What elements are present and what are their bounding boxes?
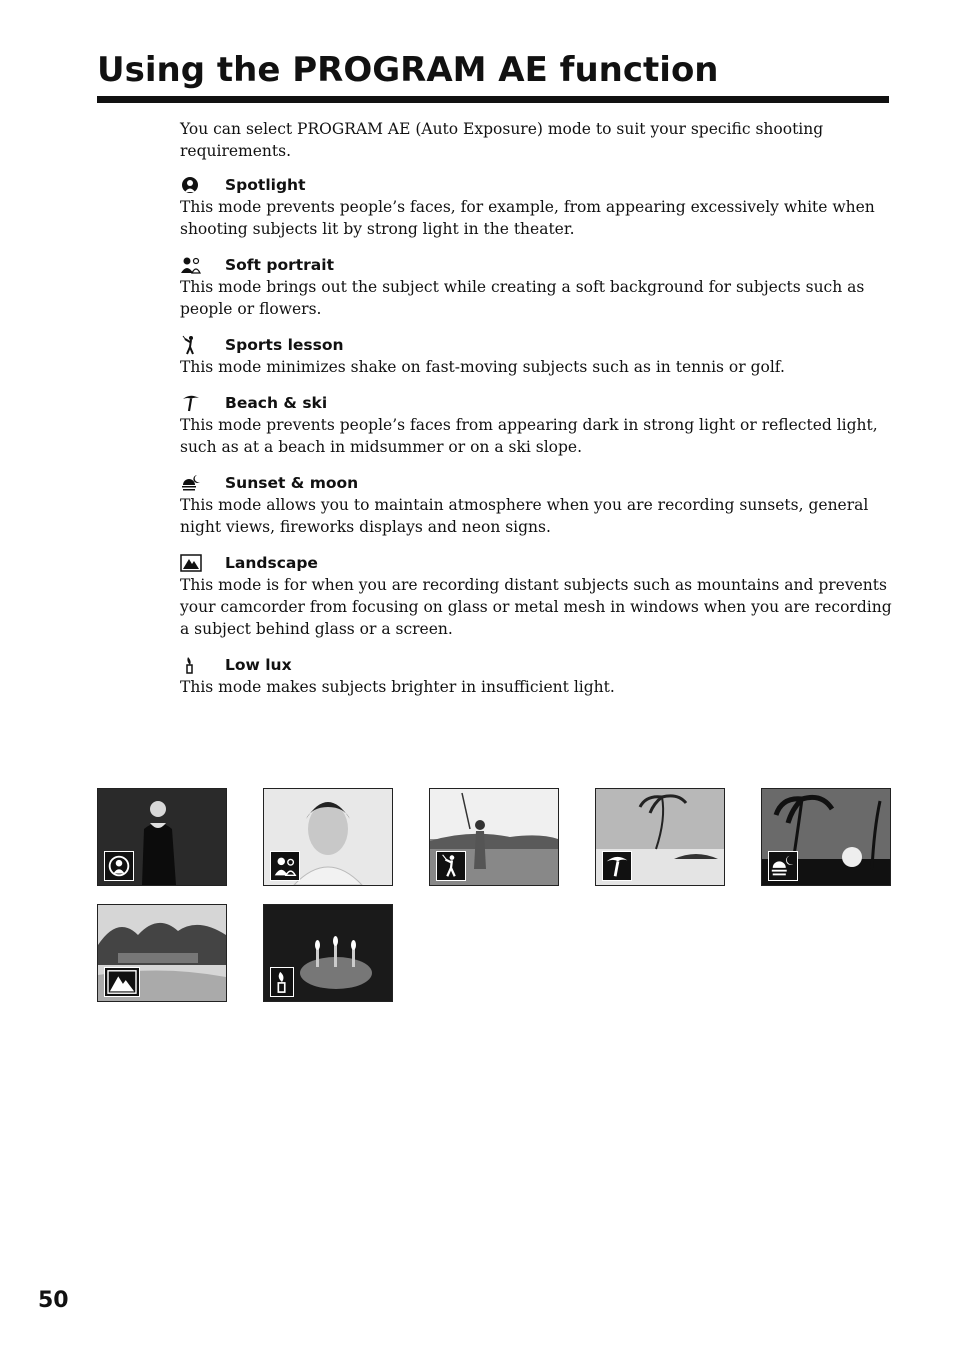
- landscape-icon: [104, 967, 140, 997]
- mode-description: This mode prevents people’s faces, for example, from appearing excessively white when shooting subjects lit by strong light in the theater.: [180, 198, 875, 238]
- soft-portrait-icon: [180, 255, 202, 275]
- mode-description: This mode brings out the subject while creating a soft background for subjects such as people or flowers.: [180, 278, 865, 318]
- sunset-moon-icon: [180, 473, 202, 493]
- intro-text: You can select PROGRAM AE (Auto Exposure) mode to suit your specific shooting requirements.: [180, 120, 824, 160]
- mode-beach-ski: [180, 392, 892, 458]
- page-title: Using the PROGRAM AE function: [97, 50, 719, 90]
- low-lux-photo: [263, 904, 393, 1002]
- beach-ski-photo: [595, 788, 725, 886]
- mode-label: Soft portrait: [225, 256, 334, 274]
- mode-soft-portrait: [180, 254, 892, 320]
- mode-label: Sunset & moon: [225, 474, 359, 492]
- sports-lesson-icon: [180, 335, 202, 355]
- landscape-icon: [180, 553, 202, 573]
- mode-label: Spotlight: [225, 176, 306, 194]
- soft-portrait-icon: [270, 851, 300, 881]
- sports-lesson-photo: [429, 788, 559, 886]
- beach-ski-icon: [602, 851, 632, 881]
- soft-portrait-photo: [263, 788, 393, 886]
- low-lux-icon: [270, 967, 294, 997]
- beach-ski-icon: [180, 393, 202, 413]
- mode-description: This mode makes subjects brighter in insufficient light.: [180, 678, 615, 696]
- mode-description: This mode prevents people’s faces from appearing dark in strong light or reflected light, such as at a beach in midsummer or on a ski slope.: [180, 416, 878, 456]
- main-content: [180, 118, 892, 712]
- mode-low-lux: [180, 654, 892, 698]
- mode-label: Beach & ski: [225, 394, 328, 412]
- mode-label: Landscape: [225, 554, 318, 572]
- page-number: 50: [38, 1288, 69, 1313]
- spotlight-icon: [180, 175, 202, 195]
- mode-sunset-moon: [180, 472, 892, 538]
- landscape-photo: [97, 904, 227, 1002]
- spotlight-photo: [97, 788, 227, 886]
- sunset-moon-photo: [761, 788, 891, 886]
- spotlight-icon: [104, 851, 134, 881]
- mode-landscape: [180, 552, 892, 640]
- title-rule: [97, 96, 889, 103]
- mode-label: Sports lesson: [225, 336, 344, 354]
- mode-sports-lesson: [180, 334, 892, 378]
- mode-description: This mode minimizes shake on fast-moving subjects such as in tennis or golf.: [180, 358, 785, 376]
- mode-description: This mode allows you to maintain atmosphere when you are recording sunsets, general night views, fireworks displays and neon signs.: [180, 496, 869, 536]
- sunset-moon-icon: [768, 851, 798, 881]
- mode-description: This mode is for when you are recording distant subjects such as mountains and prevents your camcorder from focusing on glass or metal mesh in windows when you are recording a subject behind glass or a screen.: [180, 576, 892, 638]
- sports-lesson-icon: [436, 851, 466, 881]
- mode-spotlight: [180, 174, 892, 240]
- low-lux-icon: [180, 655, 202, 675]
- mode-label: Low lux: [225, 656, 292, 674]
